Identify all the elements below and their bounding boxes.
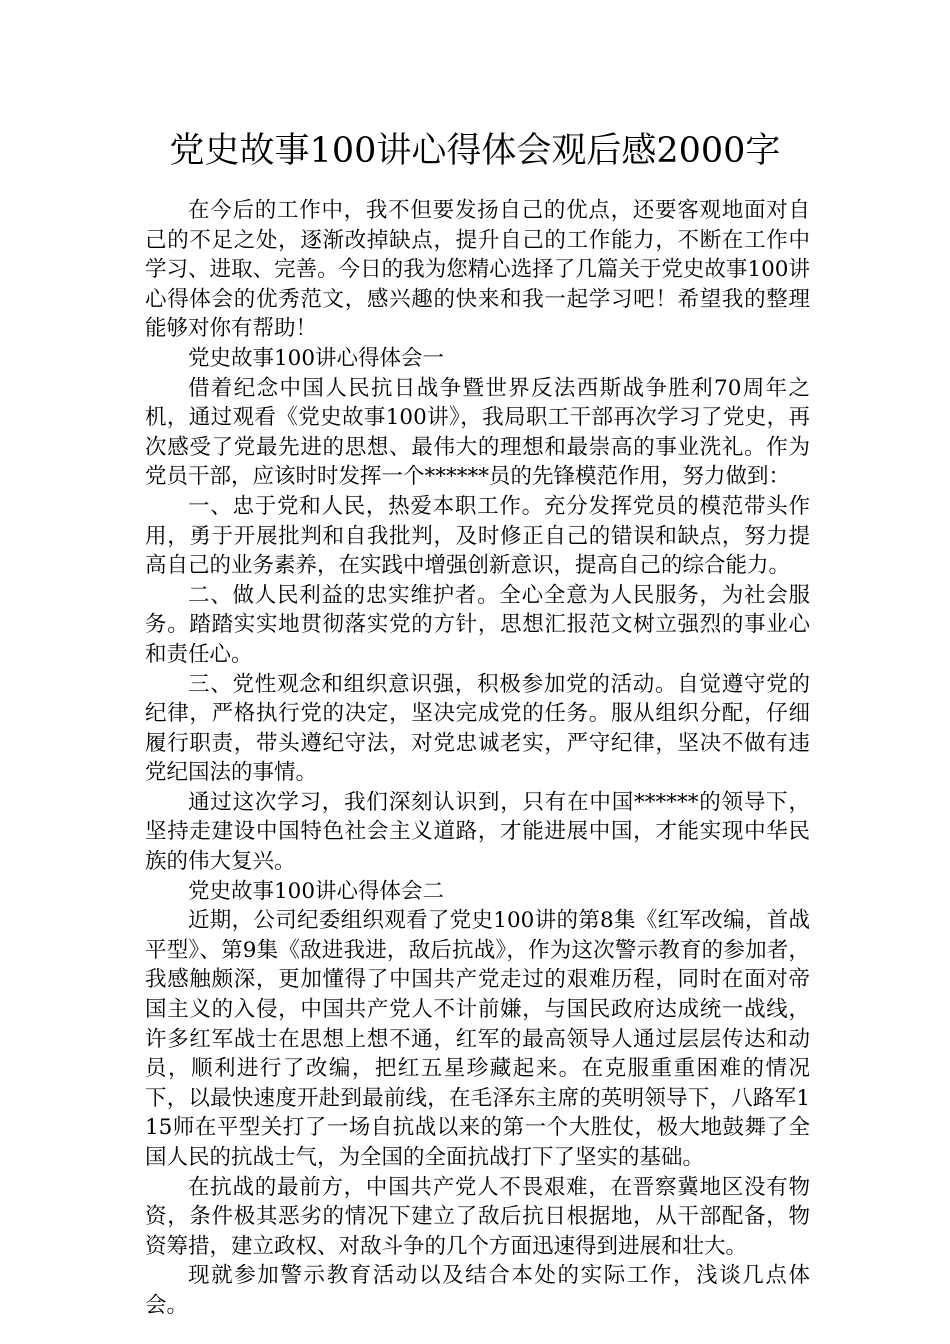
paragraph: 通过这次学习，我们深刻认识到，只有在中国******的领导下，坚持走建设中国特色社会主义道路，才能进展中国，才能实现中华民族的伟大复兴。 [145, 789, 810, 875]
document-body [145, 196, 810, 1321]
section-heading-two: 党史故事100讲心得体会二 [188, 878, 445, 904]
section-heading-one: 党史故事100讲心得体会一 [188, 345, 445, 371]
paragraph: 二、做人民利益的忠实维护者。全心全意为人民服务，为社会服务。踏踏实实地贯彻落实党的方针，思想汇报范文树立强烈的事业心和责任心。 [145, 582, 810, 667]
paragraph: 借着纪念中国人民抗日战争暨世界反法西斯战争胜利70周年之机，通过观看《党史故事100讲》，我局职工干部再次学习了党史，再次感受了党最先进的思想、最伟大的理想和最崇高的事业洗礼。作为党员干部，应该时时发挥一个******员的先锋模范作用，努力做到： [145, 375, 810, 490]
paragraph: 三、党性观念和组织意识强，积极参加党的活动。自觉遵守党的纪律，严格执行党的决定，坚决完成党的任务。服从组织分配，仔细履行职责，带头遵纪守法，对党忠诚老实，严守纪律，坚决不做有违党纪国法的事情。 [145, 671, 810, 786]
document-title: 党史故事100讲心得体会观后感2000字 [169, 131, 781, 171]
paragraph: 一、忠于党和人民，热爱本职工作。充分发挥党员的模范带头作用，勇于开展批判和自我批判，及时修正自己的错误和缺点，努力提高自己的业务素养，在实践中增强创新意识，提高自己的综合能力。 [145, 493, 810, 579]
paragraph: 近期，公司纪委组织观看了党史100讲的第8集《红军改编，首战平型》、第9集《敌进我进，敌后抗战》，作为这次警示教育的参加者，我感触颇深，更加懂得了中国共产党走过的艰难历程，同时在面对帝国主义的入侵，中国共产党人不计前嫌，与国民政府达成统一战线，许多红军战士在思想上想不通，红军的最高领导人通过层层传达和动员，顺利进行了改编，把红五星珍藏起来。在克服重重困难的情况下，以最快速度开赴到最前线，在毛泽东主席的英明领导下，八路军115师在平型关打了一场自抗战以来的第一个大胜仗，极大地鼓舞了全国人民的抗战士气，为全国的全面抗战打下了坚实的基础。 [145, 908, 810, 1170]
paragraph-intro: 在今后的工作中，我不但要发扬自己的优点，还要客观地面对自己的不足之处，逐渐改掉缺点，提升自己的工作能力，不断在工作中学习、进取、完善。今日的我为您精心选择了几篇关于党史故事100讲心得体会的优秀范文，感兴趣的快来和我一起学习吧！希望我的整理能够对你有帮助！ [145, 198, 810, 342]
paragraph: 在抗战的最前方，中国共产党人不畏艰难，在晋察冀地区没有物资，条件极其恶劣的情况下建立了敌后抗日根据地，从干部配备，物资筹措，建立政权、对敌斗争的几个方面迅速得到进展和壮大。 [145, 1174, 810, 1259]
paragraph: 现就参加警示教育活动以及结合本处的实际工作，浅谈几点体会。 [145, 1263, 810, 1318]
